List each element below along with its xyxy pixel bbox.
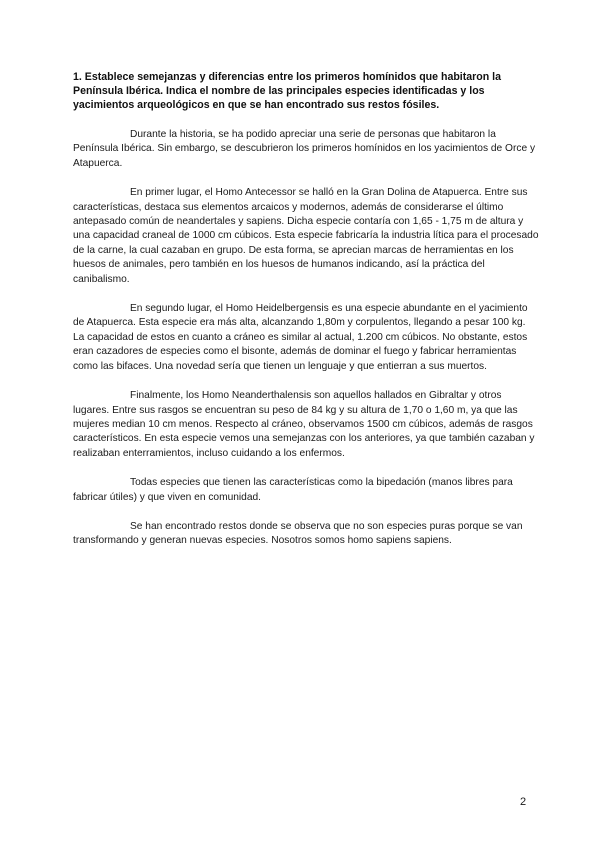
question-heading: 1. Establece semejanzas y diferencias entre los primeros homínidos que habitaron la Península Ibérica. Indica el nombre de las principales especies identificadas y los yacimientos arqueológicos en que se han encontrado sus restos fósiles. (73, 71, 502, 111)
document-body (73, 70, 539, 564)
paragraph-conclusion: Se han encontrado restos donde se observa que no son especies puras porque se van transformando y generan nuevas especies. Nosotros somos homo sapiens sapiens. (73, 520, 523, 547)
paragraph-homo-neanderthalensis: Finalmente, los Homo Neanderthalensis son aquellos hallados en Gibraltar y otros lugares. Entre sus rasgos se encuentran su peso de 84 kg y su altura de 1,70 o 1,60 m, ya que las mujeres median 10 cm menos. Respecto al cráneo, observamos 1500 cm cúbicos, además de rasgos característicos. En esta especie vemos una semejanzas con los anteriores, ya que también cazaban y realizaban enterramientos, incluso cuidando a los enfermos. (73, 390, 535, 459)
paragraph-intro: Durante la historia, se ha podido apreciar una serie de personas que habitaron la Península Ibérica. Sin embargo, se descubrieron los primeros homínidos en los yacimientos de Orce y Atapuerca. (73, 129, 536, 169)
page-number: 2 (520, 796, 527, 808)
paragraph-common-traits: Todas especies que tienen las características como la bipedación (manos libres para fabricar útiles) y que viven en comunidad. (73, 477, 513, 503)
paragraph-homo-antecessor: En primer lugar, el Homo Antecessor se halló en la Gran Dolina de Atapuerca. Entre sus características, destaca sus elementos arcaicos y modernos, además de considerarse el último antepasado común de neandertales y sapiens. Dicha especie contaría con 1,65 - 1,75 m de altura y una capacidad craneal de 1000 cm cúbicos. Esta especie fabricaría la industria lítica para el procesado de la carne, la cual cazaban en grupo. De esta forma, se aprecian marcas de herramientas en los huesos de animales, pero también en los huesos de humanos indicando, así la práctica del canibalismo. (73, 187, 539, 285)
paragraph-homo-heidelbergensis: En segundo lugar, el Homo Heidelbergensis es una especie abundante en el yacimiento de Atapuerca. Esta especie era más alta, alcanzando 1,80m y corpulentos, llegando a pesar 100 kg. La capacidad de estos en cuanto a cráneo es similar al actual, 1.200 cm cúbicos. No obstante, estos eran cazadores de especies como el bisonte, además de dominar el fuego y fabricar herramientas como las bifaces. Una novedad sería que tienen un lenguaje y que entierran a sus muertos. (73, 303, 528, 372)
